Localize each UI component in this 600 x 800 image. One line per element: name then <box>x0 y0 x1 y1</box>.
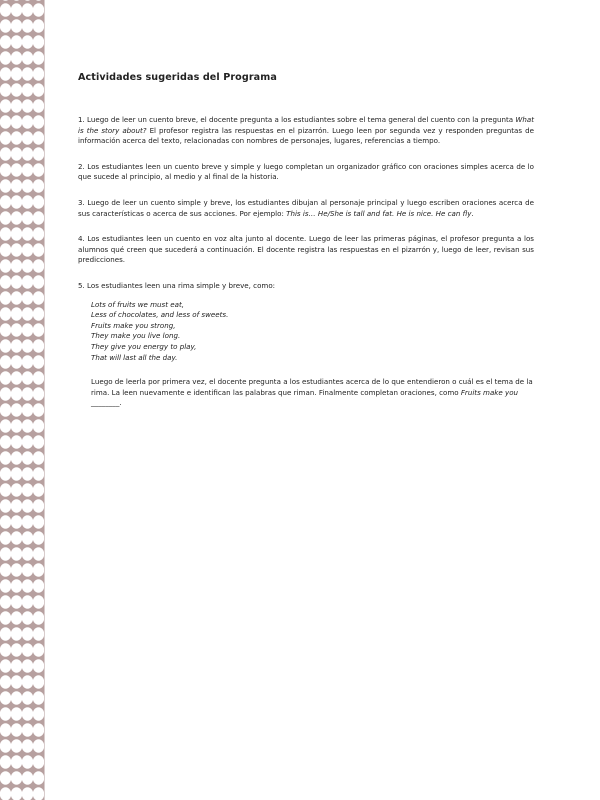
activity-item-3 <box>78 198 534 219</box>
poem-line: Fruits make you strong, <box>91 320 176 330</box>
item-text: Luego de leer un cuento simple y breve, los estudiantes dibujan al personaje principal y luego escriben oraciones acerca de sus características o acerca de sus acciones. Por ejemplo: This is… He/She is tall and fat. He is nice. He can fly. <box>78 197 534 218</box>
fill-blank: ________. <box>91 398 122 408</box>
item-number: 2. <box>78 161 85 171</box>
item-text: Los estudiantes leen un cuento breve y simple y luego completan un organizador gráfico con oraciones simples acerca de lo que sucede al principio, al medio y al final de la historia. <box>78 161 534 182</box>
question-example: What is the story about? <box>78 115 534 135</box>
item-text: Luego de leer un cuento breve, el docente pregunta a los estudiantes sobre el tema general del cuento con la pregunta What is the story about? El profesor registra las respuestas en el pizarrón. Luego leen por segunda vez y responden preguntas de información acerca del texto, relacionadas con nombres de personajes, lugares, referencias a tiempo. <box>78 115 534 146</box>
activity-item-2 <box>78 162 534 183</box>
poem-line: They give you energy to play, <box>91 341 197 351</box>
item-text: Los estudiantes leen un cuento en voz alta junto al docente. Luego de leer las primeras páginas, el profesor pregunta a los alumnos qué creen que sucederá a continuación. El docente registra las respuestas en el pizarrón y, luego de leer, revisan sus predicciones. <box>78 234 534 265</box>
poem-line: Lots of fruits we must eat, <box>91 299 185 309</box>
poem-line: Less of chocolates, and less of sweets. <box>91 310 229 320</box>
item-number: 5. <box>78 280 85 290</box>
poem-line: That will last all the day. <box>91 352 178 362</box>
item-number: 4. <box>78 234 85 244</box>
activity-item-1 <box>78 115 534 147</box>
document-content <box>78 72 534 409</box>
item-number: 1. <box>78 115 85 124</box>
completion-example: Fruits make you <box>460 387 519 397</box>
sentence-example: This is… He/She is tall and fat. He is nice. He can fly <box>286 208 472 218</box>
closing-paragraph: Luego de leerla por primera vez, el docente pregunta a los estudiantes acerca de lo que entendieron o cuál es el tema de la rima. La leen nuevamente e identifican las palabras que riman. Finalmente completan oraciones, como Fruits make you ________. <box>91 377 533 408</box>
activity-item-5 <box>78 281 534 292</box>
item-number: 3. <box>78 197 85 207</box>
side-divider <box>44 0 45 800</box>
page-title: Actividades sugeridas del Programa <box>78 72 277 83</box>
decorative-side-strip <box>0 0 44 800</box>
item-text: Los estudiantes leen una rima simple y breve, como: <box>87 280 276 290</box>
activity-item-4 <box>78 234 534 266</box>
poem-line: They make you live long. <box>91 331 181 341</box>
rhyme-poem <box>91 300 534 364</box>
